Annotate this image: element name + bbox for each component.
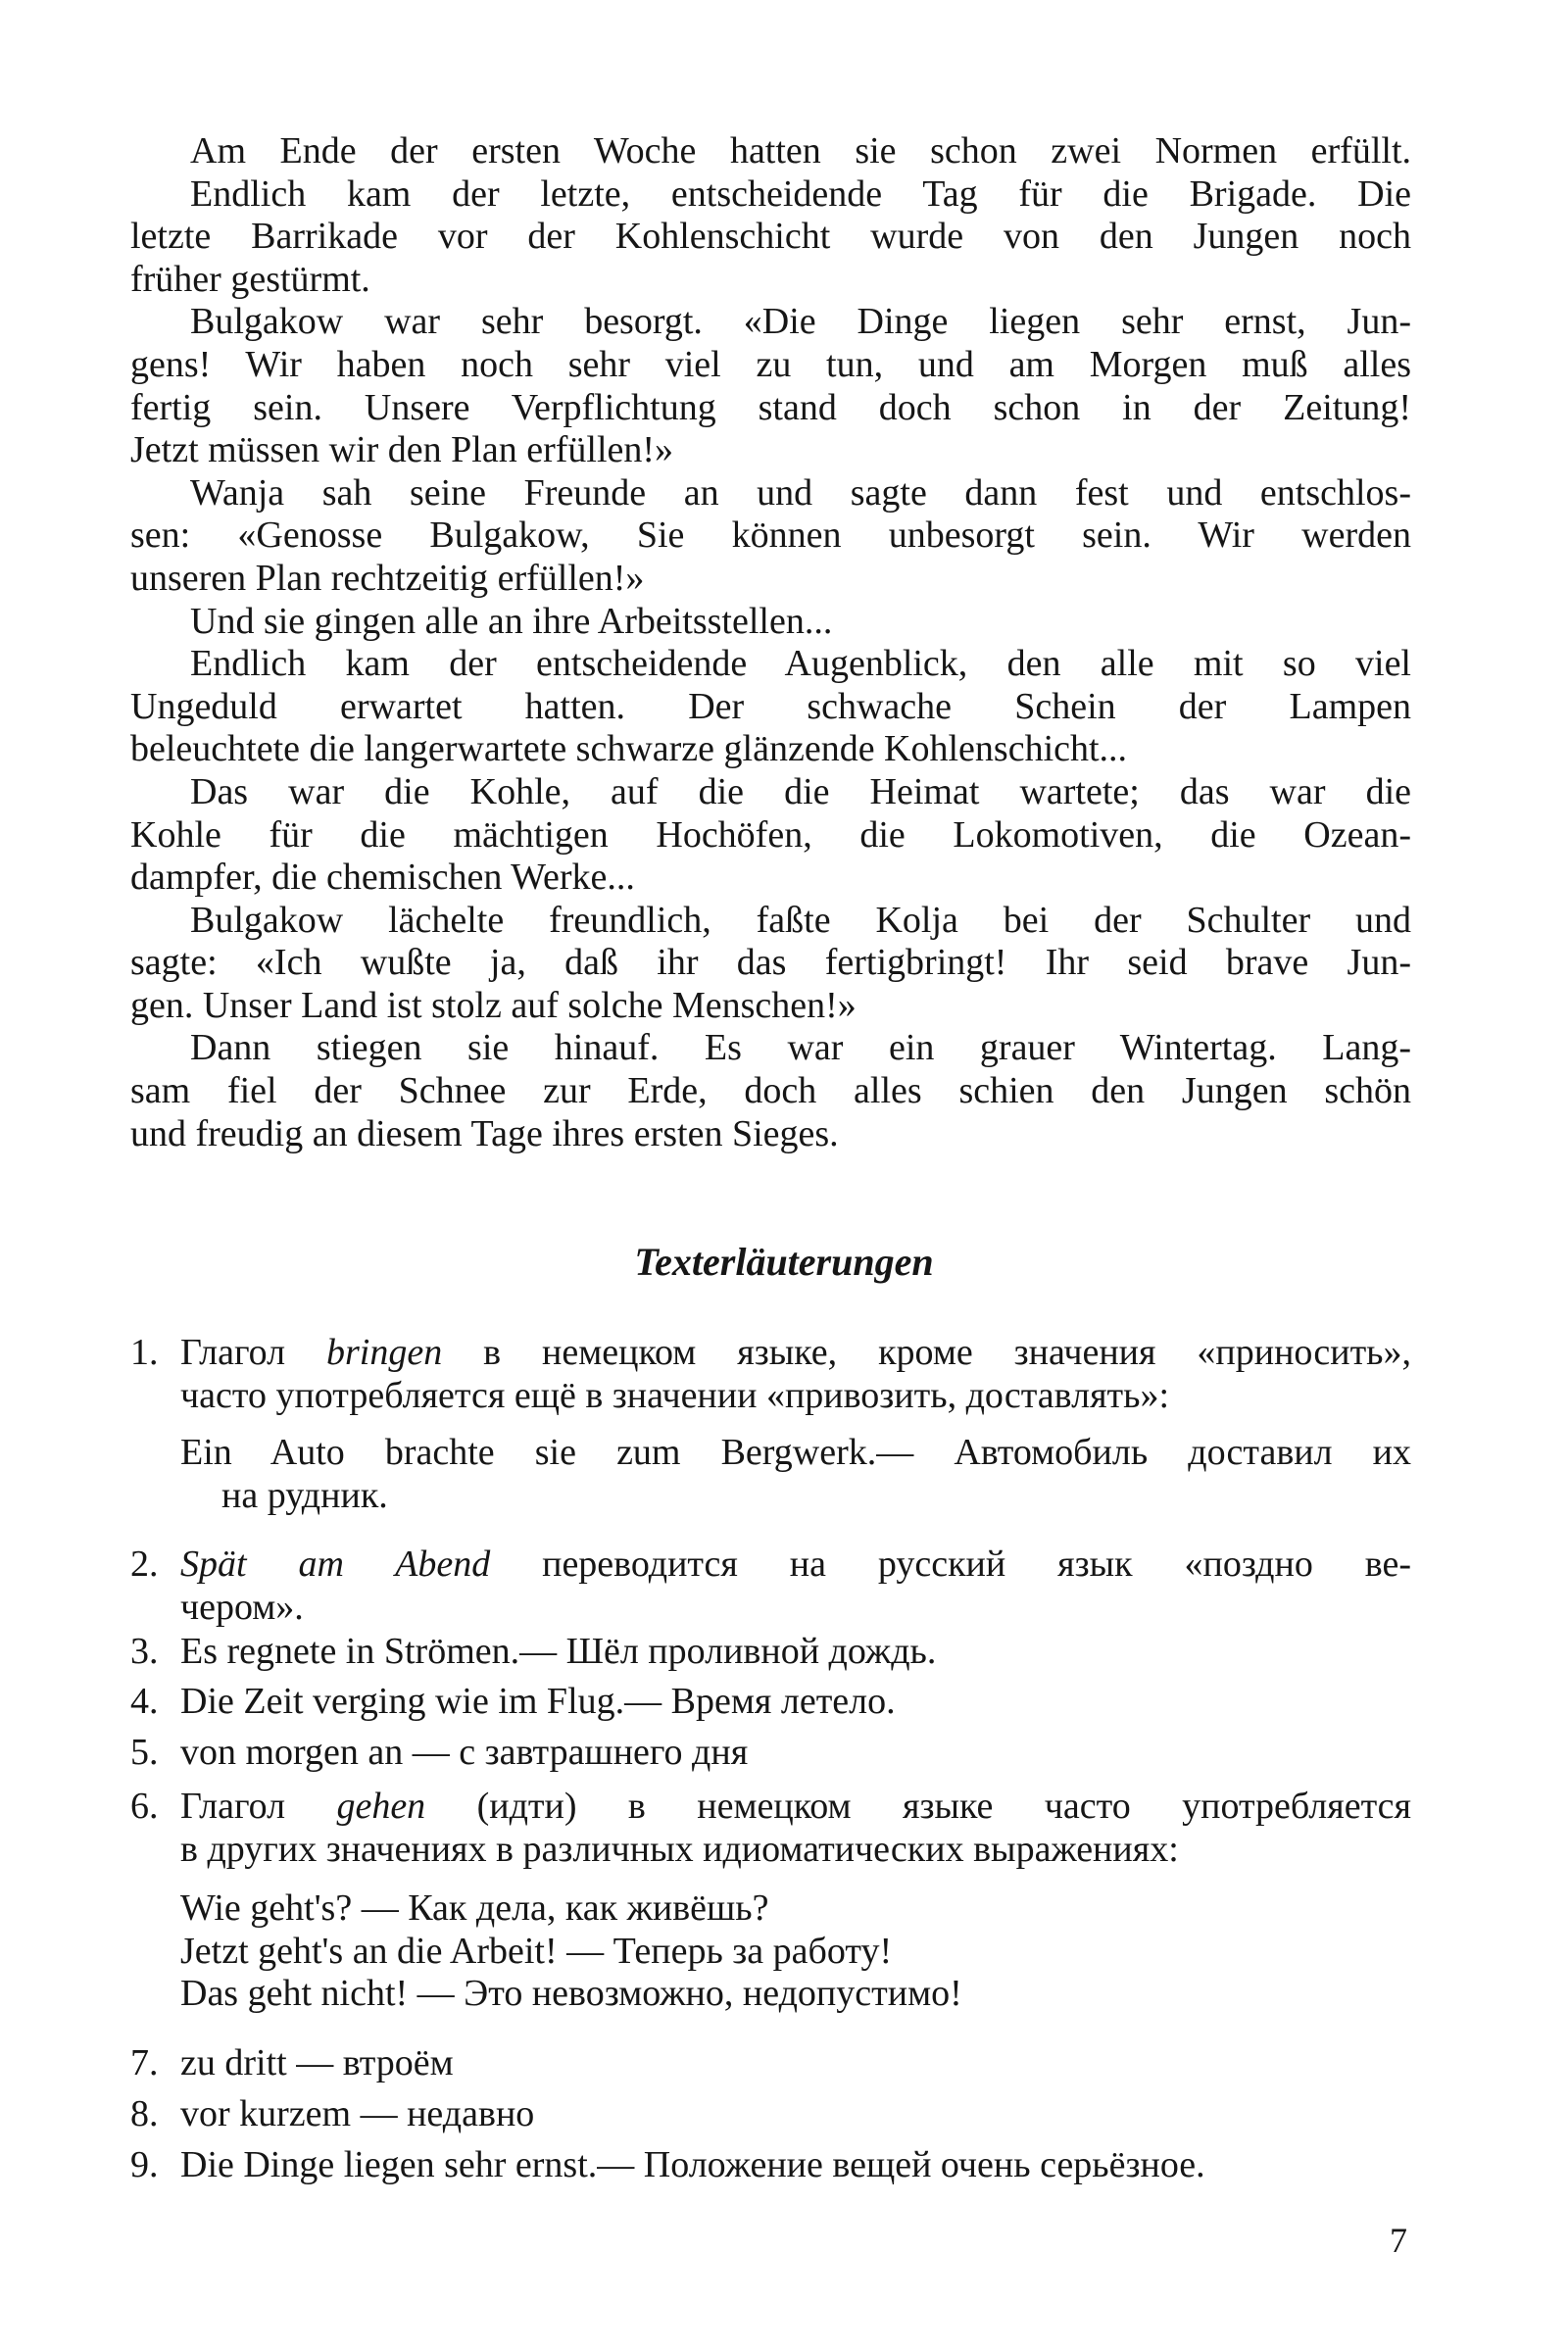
- example-line: Ein Auto brachte sie zum Bergwerk.— Автомобиль доставил их: [180, 1432, 1411, 1473]
- note-text: в других значениях в различных идиоматических выражениях:: [180, 1828, 1179, 1870]
- text-line: Jetzt müssen wir den Plan erfüllen!»: [130, 429, 674, 471]
- note-line: [180, 1375, 1411, 1418]
- italic-term: gehen: [336, 1786, 426, 1827]
- note-number: 3.: [130, 1631, 159, 1672]
- paragraph: [130, 643, 1411, 771]
- example-line: Wie geht's? — Как дела, как живёшь?: [180, 1887, 769, 1929]
- note-line: [180, 1829, 1411, 1872]
- text-line: fertig sein. Unsere Verpflichtung stand doch schon in der Zeitung!: [130, 386, 1411, 428]
- italic-term: Spät am Abend: [180, 1544, 491, 1585]
- note-item: [130, 1786, 1411, 1871]
- note-line: [180, 1544, 1411, 1587]
- page-number: 7: [1390, 2221, 1407, 2260]
- note-line: [180, 2042, 1411, 2085]
- text-line: Ungeduld erwartet hatten. Der schwache Schein der Lampen: [130, 685, 1411, 727]
- body-text: [130, 130, 1411, 1155]
- note-text: zu dritt — втроём: [180, 2042, 454, 2083]
- note-number: 2.: [130, 1544, 159, 1585]
- example-line: на рудник.: [221, 1474, 388, 1516]
- note-number: 5.: [130, 1732, 159, 1773]
- note-item: [130, 1544, 1411, 1629]
- note-text: vor kurzem — недавно: [180, 2093, 535, 2134]
- note-number: 4.: [130, 1681, 159, 1722]
- example-line: Das geht nicht! — Это невозможно, недопустимо!: [180, 1973, 962, 2015]
- note-line: [180, 1681, 1411, 1724]
- note-item: [130, 2042, 1411, 2085]
- note-number: 8.: [130, 2093, 159, 2134]
- paragraph: [130, 1027, 1411, 1155]
- text-line: Bulgakow war sehr besorgt. «Die Dinge liegen sehr ernst, Jun-: [190, 301, 1411, 343]
- text-line: sam fiel der Schnee zur Erde, doch alles schien den Jungen schön: [130, 1070, 1411, 1112]
- note-line: [180, 2093, 1411, 2136]
- text-line: Kohle für die mächtigen Hochöfen, die Lokomotiven, die Ozean-: [130, 813, 1411, 856]
- paragraph: [130, 601, 1411, 644]
- text-line: dampfer, die chemischen Werke...: [130, 857, 635, 899]
- note-item: [130, 1681, 1411, 1724]
- paragraph: [130, 771, 1411, 900]
- note-item: [130, 1631, 1411, 1674]
- note-item: [130, 1732, 1411, 1775]
- text-line: letzte Barrikade vor der Kohlenschicht wurde von den Jungen noch: [130, 216, 1411, 258]
- note-number: 6.: [130, 1786, 159, 1827]
- text-line: Dann stiegen sie hinauf. Es war ein grauer Wintertag. Lang-: [190, 1027, 1411, 1069]
- note-text: чером».: [180, 1586, 304, 1628]
- paragraph: [130, 130, 1411, 173]
- paragraph: [130, 472, 1411, 601]
- note-number: 1.: [130, 1332, 159, 1373]
- note-text: в немецком языке, кроме значения «приносить»,: [442, 1332, 1411, 1373]
- note-line: [180, 1631, 1411, 1674]
- note-number: 9.: [130, 2144, 159, 2185]
- note-text: Die Dinge liegen sehr ernst.— Положение вещей очень серьёзное.: [180, 2144, 1205, 2185]
- paragraph: [130, 301, 1411, 471]
- note-item: [130, 2093, 1411, 2136]
- text-line: Bulgakow lächelte freundlich, faßte Kolja bei der Schulter und: [190, 899, 1411, 941]
- note-text: Die Zeit verging wie im Flug.— Время летело.: [180, 1681, 896, 1722]
- note-line: [180, 1786, 1411, 1829]
- text-line: Endlich kam der letzte, entscheidende Tag für die Brigade. Die: [190, 172, 1411, 215]
- text-line: Und sie gingen alle an ihre Arbeitsstellen...: [190, 600, 833, 642]
- note-line: [180, 1732, 1411, 1775]
- text-line: unseren Plan rechtzeitig erfüllen!»: [130, 557, 645, 599]
- note-examples: [130, 1887, 1411, 2016]
- text-line: sen: «Genosse Bulgakow, Sie können unbesorgt sein. Wir werden: [130, 514, 1411, 557]
- text-line: sagte: «Ich wußte ja, daß ihr das fertigbringt! Ihr seid brave Jun-: [130, 942, 1411, 984]
- text-line: früher gestürmt.: [130, 258, 370, 300]
- note-number: 7.: [130, 2042, 159, 2083]
- text-line: gens! Wir haben noch sehr viel zu tun, und am Morgen muß alles: [130, 343, 1411, 385]
- text-line: Das war die Kohle, auf die die Heimat wartete; das war die: [190, 770, 1411, 812]
- paragraph: [130, 900, 1411, 1028]
- text-line: gen. Unser Land ist stolz auf solche Menschen!»: [130, 984, 857, 1026]
- text-line: Wanja sah seine Freunde an und sagte dann fest und entschlos-: [190, 471, 1411, 514]
- note-text: Глагол: [180, 1332, 326, 1373]
- paragraph: [130, 173, 1411, 302]
- note-text: Es regnete in Strömen.— Шёл проливной дождь.: [180, 1631, 937, 1672]
- note-text: переводится на русский язык «поздно ве-: [490, 1544, 1411, 1585]
- note-text: часто употребляется ещё в значении «привозить, доставлять»:: [180, 1374, 1170, 1416]
- note-text: Глагол: [180, 1786, 337, 1827]
- note-text: (идти) в немецком языке часто употребляется: [425, 1786, 1411, 1827]
- note-item: [130, 2144, 1411, 2187]
- note-line: [180, 2144, 1411, 2187]
- note-line: [180, 1332, 1411, 1375]
- text-line: und freudig an diesem Tage ihres ersten Sieges.: [130, 1112, 839, 1154]
- italic-term: bringen: [325, 1332, 443, 1373]
- section-heading: Texterläuterungen: [634, 1240, 934, 1284]
- note-line: [180, 1587, 1411, 1630]
- note-examples: [130, 1432, 1411, 1517]
- note-item: [130, 1332, 1411, 1417]
- note-text: von morgen an — с завтрашнего дня: [180, 1732, 749, 1773]
- text-line: Endlich kam der entscheidende Augenblick, den alle mit so viel: [190, 643, 1411, 685]
- text-line: beleuchtete die langerwartete schwarze glänzende Kohlenschicht...: [130, 728, 1128, 770]
- text-line: Am Ende der ersten Woche hatten sie schon zwei Normen erfüllt.: [190, 130, 1411, 172]
- example-line: Jetzt geht's an die Arbeit! — Теперь за работу!: [180, 1930, 893, 1972]
